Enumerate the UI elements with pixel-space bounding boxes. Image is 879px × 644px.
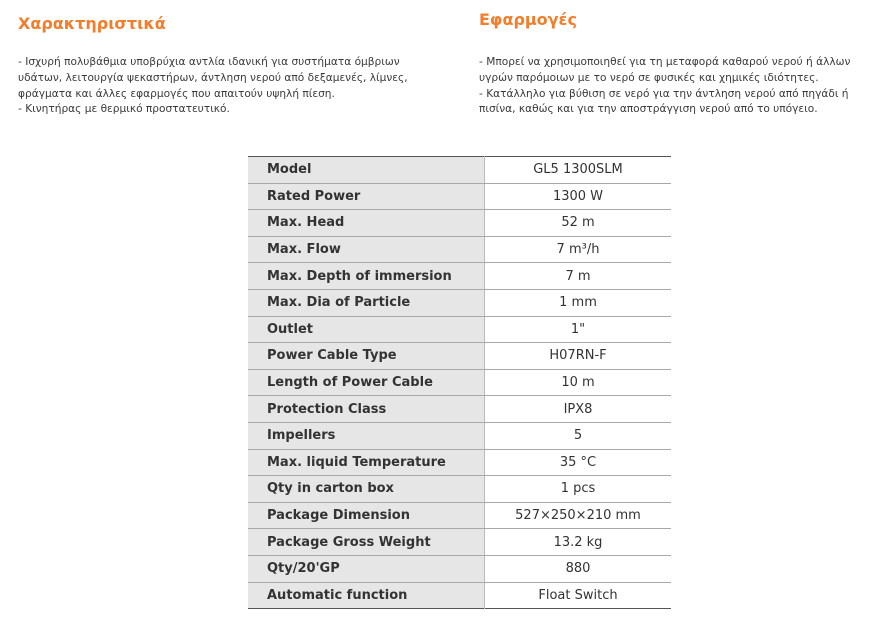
- table-row: [248, 476, 671, 503]
- spec-label: Max. liquid Temperature: [248, 449, 485, 476]
- table-row: [248, 289, 671, 316]
- table-row: [248, 555, 671, 582]
- spec-label: Model: [248, 157, 485, 184]
- spec-value: 527×250×210 mm: [485, 502, 672, 529]
- table-row: [248, 263, 671, 290]
- applications-text: [479, 55, 874, 118]
- table-row: [248, 157, 671, 184]
- table-row: [248, 529, 671, 556]
- table-row: [248, 449, 671, 476]
- spec-label: Max. Depth of immersion: [248, 263, 485, 290]
- spec-label: Package Gross Weight: [248, 529, 485, 556]
- spec-label: Package Dimension: [248, 502, 485, 529]
- features-section: [18, 8, 438, 118]
- features-heading: Χαρακτηριστικά: [18, 14, 166, 33]
- table-row: [248, 396, 671, 423]
- spec-value: 880: [485, 555, 672, 582]
- specifications-table: [248, 156, 671, 609]
- spec-value: 7 m³/h: [485, 236, 672, 263]
- spec-label: Outlet: [248, 316, 485, 343]
- spec-value: 35 °C: [485, 449, 672, 476]
- applications-line: - Κατάλληλο για βύθιση σε νερό για την άντληση νερού από πηγάδι ή: [479, 87, 849, 100]
- table-row: [248, 343, 671, 370]
- features-line: - Κινητήρας με θερμικό προστατευτικό.: [18, 103, 230, 116]
- spec-value: IPX8: [485, 396, 672, 423]
- spec-label: Max. Head: [248, 210, 485, 237]
- table-row: [248, 236, 671, 263]
- features-line: φράγματα και άλλες εφαρμογές που απαιτούν υψηλή πίεση.: [18, 87, 335, 100]
- table-row: [248, 582, 671, 609]
- table-row: [248, 210, 671, 237]
- spec-label: Qty/20'GP: [248, 555, 485, 582]
- spec-label: Qty in carton box: [248, 476, 485, 503]
- spec-value: 13.2 kg: [485, 529, 672, 556]
- applications-heading: Εφαρμογές: [479, 10, 577, 29]
- applications-line: - Μπορεί να χρησιμοποιηθεί για τη μεταφορά καθαρού νερού ή άλλων: [479, 56, 851, 68]
- spec-label: Impellers: [248, 422, 485, 449]
- spec-label: Max. Flow: [248, 236, 485, 263]
- table-row: [248, 502, 671, 529]
- table-row: [248, 422, 671, 449]
- spec-value: 1": [485, 316, 672, 343]
- spec-label: Rated Power: [248, 183, 485, 210]
- features-text: [18, 55, 438, 118]
- table-row: [248, 183, 671, 210]
- applications-line: πισίνα, καθώς και για την αποστράγγιση νερού από το υπόγειο.: [479, 103, 818, 116]
- table-row: [248, 316, 671, 343]
- spec-value: 1 pcs: [485, 476, 672, 503]
- spec-value: H07RN-F: [485, 343, 672, 370]
- spec-label: Length of Power Cable: [248, 369, 485, 396]
- spec-value: 52 m: [485, 210, 672, 237]
- applications-line: υγρών παρόμοιων με το νερό σε φυσικές και χημικές ιδιότητες.: [479, 71, 819, 84]
- spec-value: GL5 1300SLM: [485, 157, 672, 184]
- spec-value: 10 m: [485, 369, 672, 396]
- applications-section: [479, 8, 874, 118]
- spec-value: 7 m: [485, 263, 672, 290]
- spec-label: Automatic function: [248, 582, 485, 609]
- spec-label: Protection Class: [248, 396, 485, 423]
- spec-label: Power Cable Type: [248, 343, 485, 370]
- features-line: υδάτων, λειτουργία ψεκαστήρων, άντληση νερού από δεξαμενές, λίμνες,: [18, 71, 408, 84]
- spec-value: 1 mm: [485, 289, 672, 316]
- spec-value: 1300 W: [485, 183, 672, 210]
- table-row: [248, 369, 671, 396]
- spec-value: 5: [485, 422, 672, 449]
- spec-value: Float Switch: [485, 582, 672, 609]
- features-line: - Ισχυρή πολυβάθμια υποβρύχια αντλία ιδανική για συστήματα όμβριων: [18, 56, 400, 68]
- spec-label: Max. Dia of Particle: [248, 289, 485, 316]
